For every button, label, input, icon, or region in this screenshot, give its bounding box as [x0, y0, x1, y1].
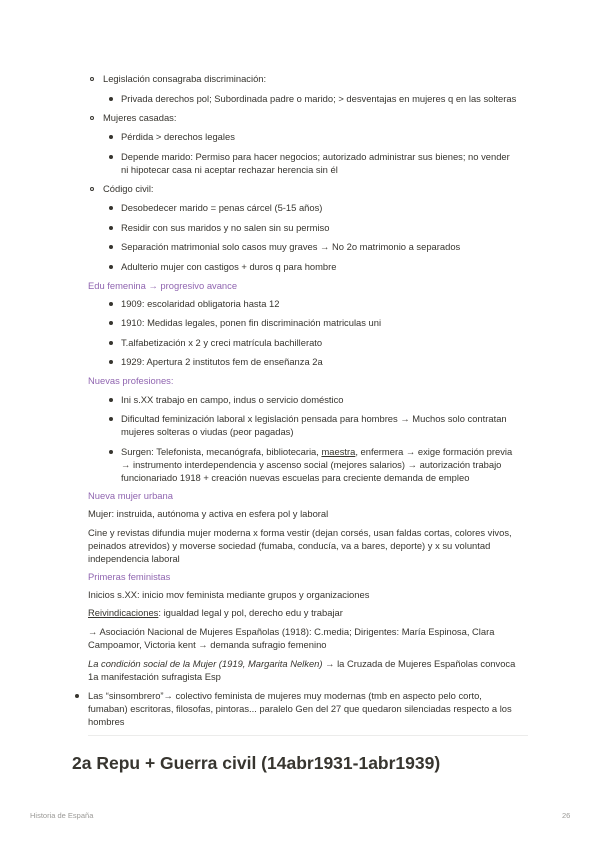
list-item: Separación matrimonial solo casos muy graves → No 2o matrimonio a separados — [121, 241, 461, 252]
hollow-bullet-icon — [90, 116, 94, 120]
list-item: 1910: Medidas legales, ponen fin discriminación matriculas uni — [121, 317, 382, 328]
filled-bullet-icon — [109, 245, 113, 249]
paragraph: Inicios s.XX: inicio mov feminista mediante grupos y organizaciones — [88, 589, 370, 600]
list-item: Privada derechos pol; Subordinada padre o marido; > desventajas en mujeres q en las solteras — [121, 93, 517, 104]
filled-bullet-icon — [75, 694, 79, 698]
feministas-heading: Primeras feministas — [88, 571, 171, 582]
list-item: Depende marido: Permiso para hacer negocios; autorizado administrar sus bienes; no vender — [121, 151, 510, 162]
list-item — [121, 445, 512, 459]
list-item-text: , enfermera → exige formación previa — [355, 446, 513, 457]
list-item: Pérdida > derechos legales — [121, 131, 235, 142]
filled-bullet-icon — [109, 321, 113, 325]
paragraph-text: → la Cruzada de Mujeres Españolas convoca — [322, 658, 516, 669]
list-item-continuation: funcionariado 1918 + creación nuevas escuelas para creciente demanda de empleo — [121, 472, 470, 483]
paragraph-text: : igualdad legal y pol, derecho edu y trabajar — [158, 607, 343, 618]
list-item: Las “sinsombrero”→ colectivo feminista de mujeres muy modernas (tmb en aspecto pelo corto, — [88, 690, 482, 701]
profesiones-heading: Nuevas profesiones: — [88, 375, 174, 386]
list-item-continuation: ni hipotecar casa ni aceptar rechazar herencia sin él — [121, 164, 338, 175]
urbana-heading: Nueva mujer urbana — [88, 490, 173, 501]
codigo-title: Código civil: — [103, 183, 154, 194]
filled-bullet-icon — [109, 97, 113, 101]
filled-bullet-icon — [109, 135, 113, 139]
section-heading: 2a Repu + Guerra civil (14abr1931-1abr1939) — [72, 753, 441, 773]
paragraph: Cine y revistas difundia mujer moderna x forma vestir (dejan corsés, usan faldas cortas, colores vivos, — [88, 527, 512, 538]
filled-bullet-icon — [109, 398, 113, 402]
list-item: Ini s.XX trabajo en campo, indus o servicio doméstico — [121, 394, 344, 405]
paragraph — [88, 606, 343, 620]
paragraph: Mujer: instruida, autónoma y activa en esfera pol y laboral — [88, 508, 329, 519]
edu-heading: Edu femenina → progresivo avance — [88, 280, 238, 291]
filled-bullet-icon — [109, 226, 113, 230]
list-item: Residir con sus maridos y no salen sin su permiso — [121, 222, 330, 233]
paragraph-continuation: 1a manifestación sufragista Esp — [88, 671, 221, 682]
filled-bullet-icon — [109, 206, 113, 210]
legislacion-title: Legislación consagraba discriminación: — [103, 73, 267, 84]
paragraph — [88, 657, 515, 671]
filled-bullet-icon — [109, 360, 113, 364]
filled-bullet-icon — [109, 341, 113, 345]
hollow-bullet-icon — [90, 187, 94, 191]
list-item: T.alfabetización x 2 y creci matrícula bachillerato — [121, 337, 323, 348]
filled-bullet-icon — [109, 302, 113, 306]
underlined-term: maestra — [321, 446, 356, 457]
filled-bullet-icon — [109, 417, 113, 421]
hollow-bullet-icon — [90, 77, 94, 81]
filled-bullet-icon — [109, 155, 113, 159]
paragraph-continuation: independencia laboral — [88, 553, 180, 564]
list-item-continuation: → instrumento interdependencia y ascenso social (mejores salarios) → autorización trabajo — [121, 459, 502, 470]
list-item: Desobedecer marido = penas cárcel (5-15 años) — [121, 202, 323, 213]
divider — [88, 735, 528, 736]
book-title: La condición social de la Mujer (1919, Margarita Nelken) — [88, 658, 323, 669]
list-item-continuation: mujeres solteras o viudas (peor pagadas) — [121, 426, 294, 437]
casadas-title: Mujeres casadas: — [103, 112, 177, 123]
underlined-term: Reivindicaciones — [88, 607, 159, 618]
filled-bullet-icon — [109, 265, 113, 269]
list-item: Adulterio mujer con castigos + duros q para hombre — [121, 261, 337, 272]
page-number: 26 — [562, 811, 571, 820]
footer-title: Historia de España — [30, 811, 94, 820]
paragraph-continuation: peinados atrevidos) y moverse sociedad (fumaba, conducía, va a bares, deporte) y x su voluntad — [88, 540, 491, 551]
paragraph: → Asociación Nacional de Mujeres Españolas (1918): C.media; Dirigentes: María Espinosa, Clara — [88, 626, 495, 637]
paragraph-continuation: Campoamor, Victoria kent → demanda sufragio femenino — [88, 639, 327, 650]
list-item: 1909: escolaridad obligatoria hasta 12 — [121, 298, 280, 309]
filled-bullet-icon — [109, 450, 113, 454]
list-item-continuation: fumaban) escritoras, filosofas, pintoras... paralelo Gen del 27 que quedaron silenciadas respecto a los — [88, 703, 512, 714]
list-item: Dificultad feminización laboral x legislación pensada para hombres → Muchos solo contratan — [121, 413, 507, 424]
list-item-continuation: hombres — [88, 716, 125, 727]
list-item-text: Surgen: Telefonista, mecanógrafa, bibliotecaria, — [121, 446, 322, 457]
list-item: 1929: Apertura 2 institutos fem de enseñanza 2a — [121, 356, 323, 367]
